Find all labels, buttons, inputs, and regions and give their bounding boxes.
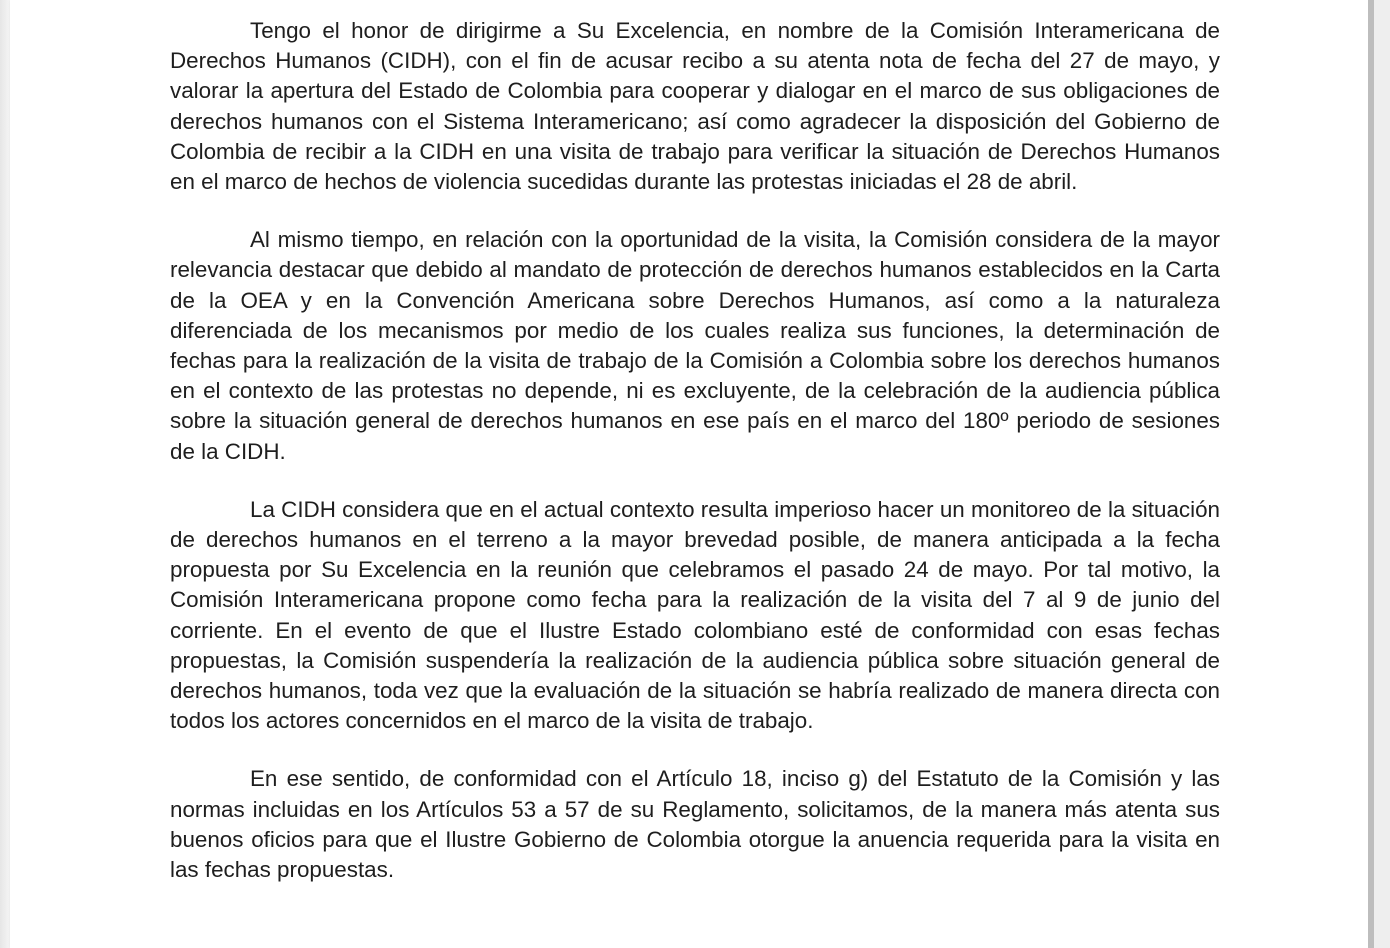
viewer-left-edge [0,0,10,948]
paragraph-acknowledgement: Tengo el honor de dirigirme a Su Excelencia, en nombre de la Comisión Interamericana de Derechos Humanos (CIDH), con el fin de acusar recibo a su atenta nota de fecha del 27 de mayo, y valorar la apertura del Estado de Colombia para cooperar y dialogar en el marco de sus obligaciones de derechos humanos con el Sistema Interamericano; así como agradecer la disposición del Gobierno de Colombia de recibir a la CIDH en una visita de trabajo para verificar la situación de Derechos Humanos en el marco de hechos de violencia sucedidas durante las protestas iniciadas el 28 de abril. [170,18,1220,195]
paragraph-proposed-dates: La CIDH considera que en el actual contexto resulta imperioso hacer un monitoreo de la situación de derechos humanos en el terreno a la mayor brevedad posible, de manera anticipada a la fecha propuesta por Su Excelencia en la reunión que celebramos el pasado 24 de mayo. Por tal motivo, la Comisión Interamericana propone como fecha para la realización de la visita del 7 al 9 de junio del corriente. En el evento de que el Ilustre Estado colombiano esté de conformidad con esas fechas propuestas, la Comisión suspendería la realización de la audiencia pública sobre situación general de derechos humanos, toda vez que la evaluación de la situación se habría realizado de manera directa con todos los actores concernidos en el marco de la visita de trabajo. [170,496,1220,734]
letter-body [170,16,1220,913]
paragraph-visit-timing: Al mismo tiempo, en relación con la oportunidad de la visita, la Comisión considera de la mayor relevancia destacar que debido al mandato de protección de derechos humanos establecidos en la Carta de la OEA y en la Convención Americana sobre Derechos Humanos, así como a la naturaleza diferenciada de los mecanismos por medio de los cuales realiza sus funciones, la determinación de fechas para la realización de la visita de trabajo de la Comisión a Colombia sobre los derechos humanos en el contexto de las protestas no depende, ni es excluyente, de la celebración de la audiencia pública sobre la situación general de derechos humanos en ese país en el marco del 180º periodo de sesiones de la CIDH. [170,227,1220,464]
paragraph-request: En ese sentido, de conformidad con el Artículo 18, inciso g) del Estatuto de la Comisión y las normas incluidas en los Artículos 53 a 57 de su Reglamento, solicitamos, de la manera más atenta sus buenos oficios para que el Ilustre Gobierno de Colombia otorgue la anuencia requerida para la visita en las fechas propuestas. [170,766,1220,883]
viewer-right-background [1374,0,1390,948]
